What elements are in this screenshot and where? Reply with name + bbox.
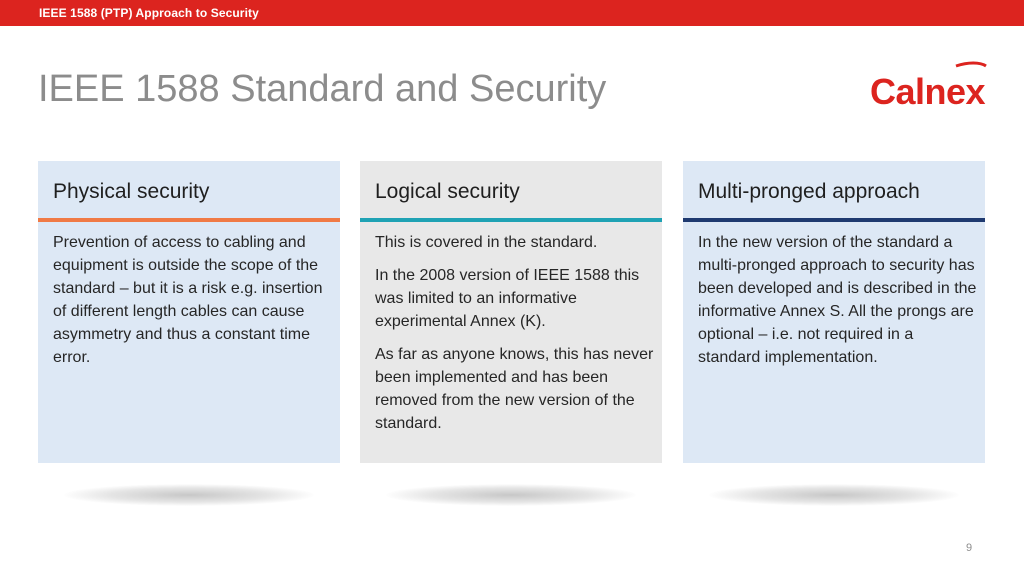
header-bar-title: IEEE 1588 (PTP) Approach to Security [39,6,259,20]
card-paragraph: In the 2008 version of IEEE 1588 this was limited to an informative experimental Annex (K). [375,267,640,330]
card-logical-security [360,161,662,463]
calnex-logo-swoosh [956,63,986,66]
card-multi-pronged-approach [683,161,985,463]
card-title: Logical security [375,180,520,203]
card-body [53,231,333,379]
slide-title: IEEE 1588 Standard and Security [38,68,607,110]
page-number: 9 [966,542,973,554]
card-paragraph: As far as anyone knows, this has never been implemented and has been removed from the new version of the standard. [375,346,654,432]
card-body [375,231,655,445]
calnex-logo [868,58,992,110]
header-bar [0,0,1024,26]
card-accent-rule [360,218,662,222]
card-paragraph: In the new version of the standard a multi-pronged approach to security has been developed and is described in the informative Annex S. All the prongs are optional – i.e. not required in a standard implementation. [698,234,977,366]
card-title: Multi-pronged approach [698,180,920,203]
card-title: Physical security [53,180,210,203]
card-accent-rule [38,218,340,222]
card-shadow [709,484,959,506]
card-paragraph: This is covered in the standard. [375,234,598,251]
card-physical-security [38,161,340,463]
card-shadow [386,484,636,506]
card-header [360,161,662,218]
card-paragraph: Prevention of access to cabling and equipment is outside the scope of the standard – but it is a risk e.g. insertion of different length cables can cause asymmetry and thus a constant time error. [53,234,323,366]
card-body [698,231,978,379]
calnex-logo-text: Calnex [870,71,986,110]
card-accent-rule [683,218,985,222]
card-shadow [64,484,314,506]
card-header [683,161,985,218]
card-header [38,161,340,218]
